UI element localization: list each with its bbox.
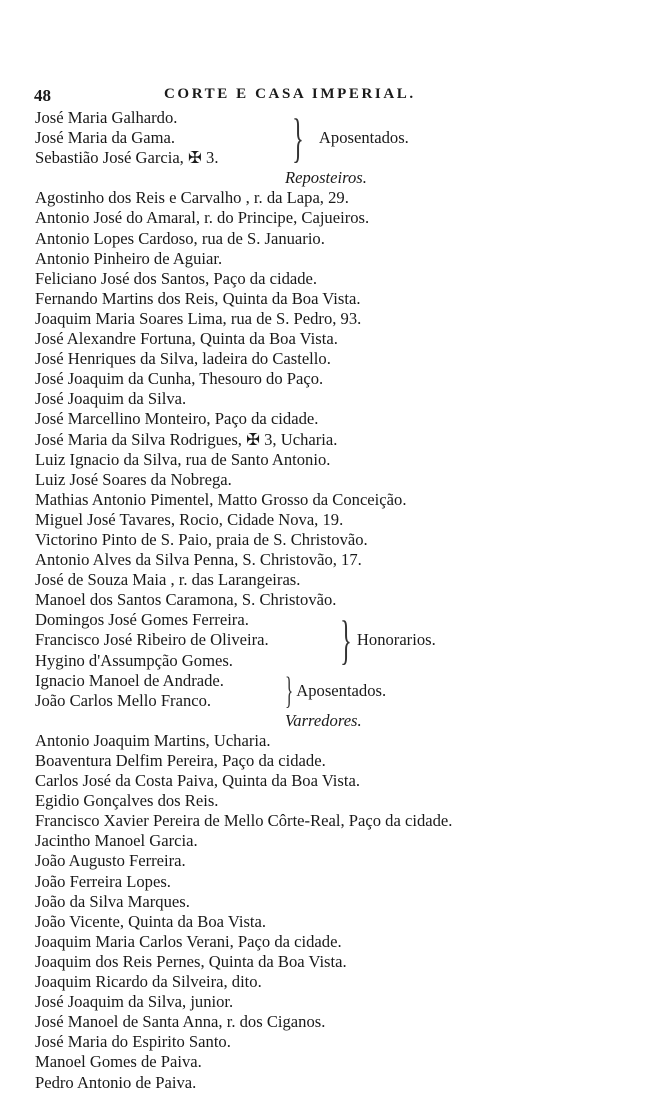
- aposentados-group-top: [35, 108, 655, 168]
- list-item: Luiz Ignacio da Silva, rua de Santo Antonio.: [35, 449, 331, 469]
- aposentados-group: [35, 671, 655, 711]
- list-item: Miguel José Tavares, Rocio, Cidade Nova, 19.: [35, 509, 344, 529]
- list-item: Feliciano José dos Santos, Paço da cidade.: [35, 268, 318, 288]
- list-item: Antonio Alves da Silva Penna, S. Christovão, 17.: [35, 550, 362, 570]
- list-item: João Carlos Mello Franco.: [35, 690, 212, 710]
- list-item: Joaquim Maria Soares Lima, rua de S. Pedro, 93.: [35, 308, 362, 328]
- list-item: Manoel dos Santos Caramona, S. Christovão.: [35, 590, 337, 610]
- list-item: Fernando Martins dos Reis, Quinta da Boa Vista.: [35, 288, 361, 308]
- list-item: Ignacio Manoel de Andrade.: [35, 670, 224, 690]
- list-item: José Maria da Gama.: [35, 128, 176, 148]
- list-item: Pedro Antonio de Paiva.: [35, 1072, 197, 1092]
- page-number: 48: [34, 86, 51, 105]
- list-item: Agostinho dos Reis e Carvalho , r. da Lapa, 29.: [35, 188, 349, 208]
- list-item: João da Silva Marques.: [35, 891, 190, 911]
- list-item: Francisco Xavier Pereira de Mello Côrte-Real, Paço da cidade.: [35, 811, 453, 831]
- section-heading-varredores: Varredores.: [285, 710, 362, 730]
- group-label: Aposentados.: [296, 680, 387, 700]
- reposteiros-list: [35, 188, 655, 610]
- list-item: Victorino Pinto de S. Paio, praia de S. Christovão.: [35, 529, 368, 549]
- list-item: Antonio Lopes Cardoso, rua de S. Januario.: [35, 228, 325, 248]
- group-label: Aposentados.: [318, 128, 409, 148]
- running-title: CORTE E CASA IMPERIAL.: [164, 86, 416, 102]
- list-item: José Maria da Silva Rodrigues, ✠ 3, Ucharia.: [35, 429, 338, 449]
- page-body: [35, 108, 655, 1093]
- list-item: José de Souza Maia , r. das Larangeiras.: [35, 570, 301, 590]
- list-item: José Joaquim da Silva, junior.: [35, 992, 234, 1012]
- list-item: João Vicente, Quinta da Boa Vista.: [35, 911, 267, 931]
- honorarios-group: [35, 610, 655, 670]
- list-item: Mathias Antonio Pimentel, Matto Grosso da Conceição.: [35, 489, 407, 509]
- list-item: Luiz José Soares da Nobrega.: [35, 469, 232, 489]
- list-item: José Joaquim da Silva.: [35, 389, 187, 409]
- list-item: José Manoel de Santa Anna, r. dos Ciganos.: [35, 1012, 326, 1032]
- list-item: José Maria do Espirito Santo.: [35, 1032, 231, 1052]
- list-item: Antonio Pinheiro de Aguiar.: [35, 248, 223, 268]
- list-item: Manoel Gomes de Paiva.: [35, 1052, 202, 1072]
- list-item: Joaquim Maria Carlos Verani, Paço da cidade.: [35, 931, 342, 951]
- list-item: Antonio José do Amaral, r. do Principe, Cajueiros.: [35, 208, 370, 228]
- list-item: José Henriques da Silva, ladeira do Castello.: [35, 349, 331, 369]
- list-item: José Maria Galhardo.: [35, 108, 178, 127]
- list-item: José Alexandre Fortuna, Quinta da Boa Vista.: [35, 329, 338, 349]
- list-item: Hygino d'Assumpção Gomes.: [35, 650, 233, 670]
- list-item: José Marcellino Monteiro, Paço da cidade.: [35, 409, 319, 429]
- brace: } Aposentados.: [292, 108, 409, 169]
- group-label: Honorarios.: [356, 630, 436, 650]
- list-item: Joaquim dos Reis Pernes, Quinta da Boa Vista.: [35, 951, 347, 971]
- brace: } Aposentados.: [285, 669, 387, 712]
- list-item: Antonio Joaquim Martins, Ucharia.: [35, 730, 271, 750]
- list-item: Egidio Gonçalves dos Reis.: [35, 791, 219, 811]
- section-heading-reposteiros: Reposteiros.: [285, 168, 367, 188]
- list-item: Domingos José Gomes Ferreira.: [35, 610, 249, 630]
- list-item: Joaquim Ricardo da Silveira, dito.: [35, 972, 262, 992]
- brace: } Honorarios.: [340, 610, 436, 671]
- list-item: Carlos José da Costa Paiva, Quinta da Boa Vista.: [35, 771, 360, 791]
- page-header: [34, 86, 474, 108]
- list-item: Sebastião José Garcia, ✠ 3.: [35, 148, 219, 168]
- list-item: Jacintho Manoel Garcia.: [35, 831, 198, 851]
- list-item: Boaventura Delfim Pereira, Paço da cidade.: [35, 751, 326, 770]
- list-item: João Ferreira Lopes.: [35, 871, 171, 891]
- varredores-list: [35, 731, 655, 1093]
- list-item: Francisco José Ribeiro de Oliveira.: [35, 630, 269, 650]
- list-item: José Joaquim da Cunha, Thesouro do Paço.: [35, 369, 324, 389]
- list-item: João Augusto Ferreira.: [35, 851, 186, 871]
